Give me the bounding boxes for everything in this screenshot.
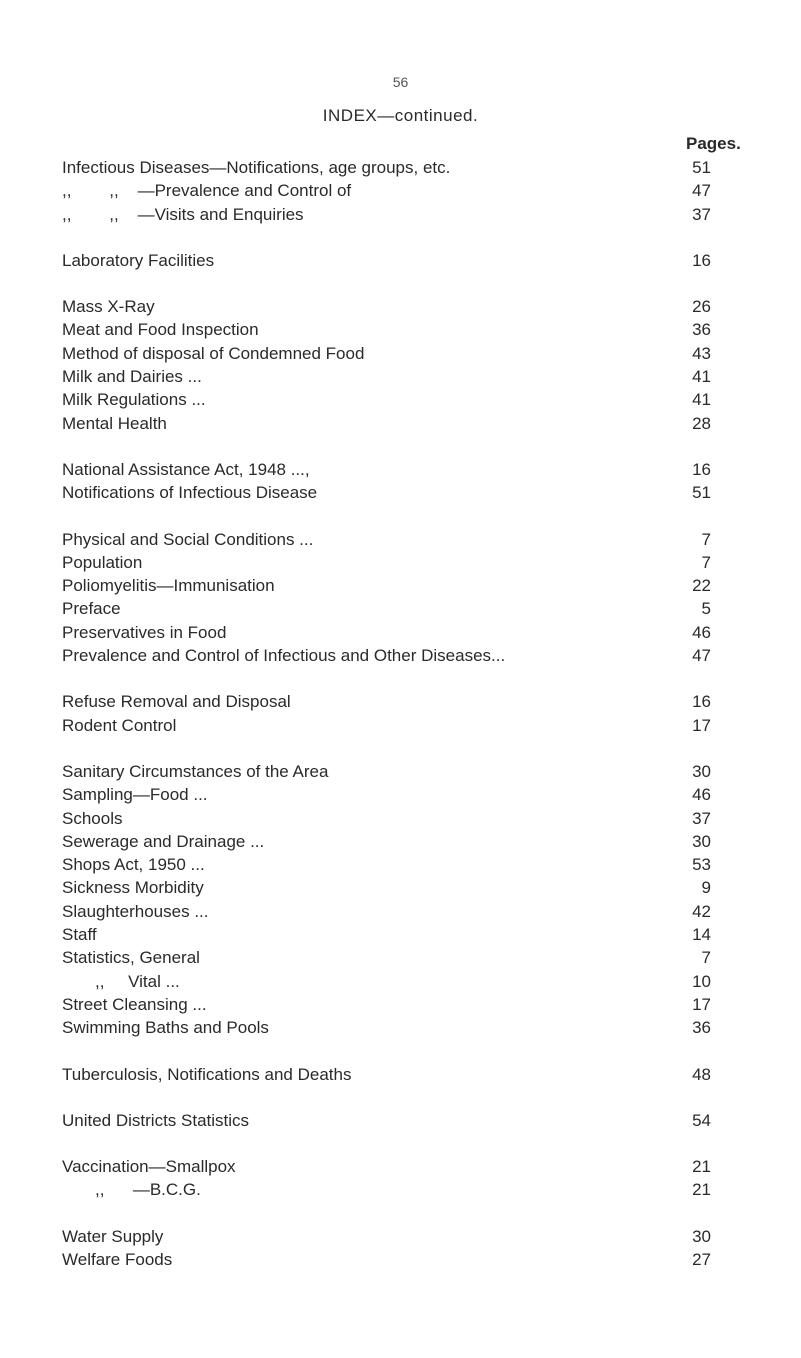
index-group xyxy=(0,690,801,737)
index-entry xyxy=(0,179,801,202)
entry-label: ,, —B.C.G. xyxy=(62,1180,201,1200)
entry-page-number: 36 xyxy=(692,320,711,340)
entry-label: Tuberculosis, Notifications and Deaths xyxy=(62,1064,352,1084)
entry-label: Prevalence and Control of Infectious and Other Diseases... xyxy=(62,646,506,666)
entry-page-number: 14 xyxy=(692,925,711,945)
index-entry xyxy=(0,551,801,574)
entry-label: Sampling—Food ... xyxy=(62,785,208,805)
entry-label: Shops Act, 1950 ... xyxy=(62,855,205,875)
entry-label: ,, ,, —Prevalence and Control of xyxy=(62,181,352,201)
entry-page-number: 21 xyxy=(692,1157,711,1177)
index-group xyxy=(0,295,801,435)
entry-page-number: 36 xyxy=(692,1018,711,1038)
entry-label: Sanitary Circumstances of the Area xyxy=(62,761,329,781)
index-group xyxy=(0,1225,801,1272)
entry-page-number: 37 xyxy=(692,204,711,224)
entry-page-number: 41 xyxy=(692,367,711,387)
index-entry xyxy=(0,1016,801,1039)
entry-page-number: 7 xyxy=(701,552,711,572)
index-group xyxy=(0,458,801,505)
entry-page-number: 53 xyxy=(692,855,711,875)
entry-label: Staff xyxy=(62,925,97,945)
entry-label: ,, Vital ... xyxy=(62,971,180,991)
entry-page-number: 21 xyxy=(692,1180,711,1200)
entry-page-number: 16 xyxy=(692,250,711,270)
entry-page-number: 43 xyxy=(692,343,711,363)
entry-label: Meat and Food Inspection xyxy=(62,320,259,340)
entry-label: National Assistance Act, 1948 ..., xyxy=(62,459,310,479)
entry-page-number: 47 xyxy=(692,646,711,666)
entry-label: Swimming Baths and Pools xyxy=(62,1018,269,1038)
entry-page-number: 42 xyxy=(692,901,711,921)
index-entry xyxy=(0,1225,801,1248)
index-entry xyxy=(0,295,801,318)
entry-label: Mass X-Ray xyxy=(62,297,155,317)
entry-page-number: 30 xyxy=(692,831,711,851)
index-entry xyxy=(0,807,801,830)
index-group xyxy=(0,1155,801,1202)
index-group xyxy=(0,1109,801,1132)
entry-page-number: 26 xyxy=(692,297,711,317)
index-entry xyxy=(0,900,801,923)
index-entry xyxy=(0,597,801,620)
entry-page-number: 28 xyxy=(692,413,711,433)
entry-label: Street Cleansing ... xyxy=(62,994,207,1014)
entry-label: Infectious Diseases—Notifications, age groups, etc. xyxy=(62,158,451,177)
entry-label: Schools xyxy=(62,808,123,828)
entry-label: Method of disposal of Condemned Food xyxy=(62,343,365,363)
entry-label: Refuse Removal and Disposal xyxy=(62,692,291,712)
index-entry xyxy=(0,946,801,969)
entry-page-number: 46 xyxy=(692,622,711,642)
entry-label: Mental Health xyxy=(62,413,167,433)
page-number: 56 xyxy=(392,74,409,90)
index-entry xyxy=(0,876,801,899)
entry-label: Poliomyelitis—Immunisation xyxy=(62,576,275,596)
entry-label: Population xyxy=(62,552,143,572)
index-entry xyxy=(0,993,801,1016)
entry-label: Vaccination—Smallpox xyxy=(62,1157,236,1177)
entry-label: Preservatives in Food xyxy=(62,622,227,642)
entry-page-number: 27 xyxy=(692,1249,711,1269)
entry-page-number: 54 xyxy=(692,1110,711,1130)
entry-label: Sewerage and Drainage ... xyxy=(62,831,265,851)
index-entry xyxy=(0,203,801,226)
entry-label: Rodent Control xyxy=(62,715,177,735)
entry-label: Water Supply xyxy=(62,1226,164,1246)
index-entry xyxy=(0,621,801,644)
index-entry xyxy=(0,156,801,179)
entry-page-number: 37 xyxy=(692,808,711,828)
index-group xyxy=(0,156,801,226)
entry-page-number: 10 xyxy=(692,971,711,991)
entry-page-number: 47 xyxy=(692,181,711,201)
index-entry xyxy=(0,249,801,272)
index-entry xyxy=(0,853,801,876)
entry-label: Milk Regulations ... xyxy=(62,390,206,410)
index-group xyxy=(0,249,801,272)
index-entry xyxy=(0,365,801,388)
index-entry xyxy=(0,970,801,993)
index-entry xyxy=(0,760,801,783)
entry-page-number: 7 xyxy=(701,529,711,549)
entry-page-number: 5 xyxy=(701,599,711,619)
entry-label: Laboratory Facilities xyxy=(62,250,215,270)
index-entry xyxy=(0,830,801,853)
index-entry xyxy=(0,644,801,667)
entry-label: Statistics, General xyxy=(62,948,200,968)
index-entry xyxy=(0,690,801,713)
index-entry xyxy=(0,714,801,737)
entry-label: Milk and Dairies ... xyxy=(62,367,202,387)
index-entry xyxy=(0,1178,801,1201)
index-entry xyxy=(0,412,801,435)
index-entry xyxy=(0,923,801,946)
entry-label: Notifications of Infectious Disease xyxy=(62,483,318,503)
index-entry xyxy=(0,1063,801,1086)
entry-page-number: 48 xyxy=(692,1064,711,1084)
entry-page-number: 17 xyxy=(692,994,711,1014)
index-entry xyxy=(0,342,801,365)
entry-page-number: 9 xyxy=(701,878,711,898)
entry-page-number: 41 xyxy=(692,390,711,410)
index-group xyxy=(0,1063,801,1086)
entry-label: ,, ,, —Visits and Enquiries xyxy=(62,204,304,224)
entry-page-number: 51 xyxy=(692,158,711,177)
index-entry xyxy=(0,388,801,411)
entry-page-number: 16 xyxy=(692,459,711,479)
pages-column-header: Pages. xyxy=(686,134,741,153)
entry-label: Preface xyxy=(62,599,121,619)
entry-page-number: 51 xyxy=(692,483,711,503)
index-entry xyxy=(0,318,801,341)
index-group xyxy=(0,528,801,668)
entry-label: United Districts Statistics xyxy=(62,1110,250,1130)
index-entry xyxy=(0,1248,801,1271)
index-group xyxy=(0,760,801,1040)
entry-label: Welfare Foods xyxy=(62,1249,173,1269)
entry-page-number: 17 xyxy=(692,715,711,735)
index-entry xyxy=(0,458,801,481)
index-entries xyxy=(0,156,801,1294)
entry-page-number: 30 xyxy=(692,761,711,781)
index-entry xyxy=(0,1155,801,1178)
entry-page-number: 7 xyxy=(701,948,711,968)
index-entry xyxy=(0,528,801,551)
entry-page-number: 22 xyxy=(692,576,711,596)
entry-page-number: 30 xyxy=(692,1226,711,1246)
entry-label: Sickness Morbidity xyxy=(62,878,204,898)
entry-page-number: 16 xyxy=(692,692,711,712)
entry-label: Physical and Social Conditions ... xyxy=(62,529,314,549)
index-entry xyxy=(0,1109,801,1132)
entry-page-number: 46 xyxy=(692,785,711,805)
index-title: INDEX—continued. xyxy=(322,106,479,125)
index-entry xyxy=(0,481,801,504)
index-entry xyxy=(0,574,801,597)
index-entry xyxy=(0,783,801,806)
entry-label: Slaughterhouses ... xyxy=(62,901,209,921)
